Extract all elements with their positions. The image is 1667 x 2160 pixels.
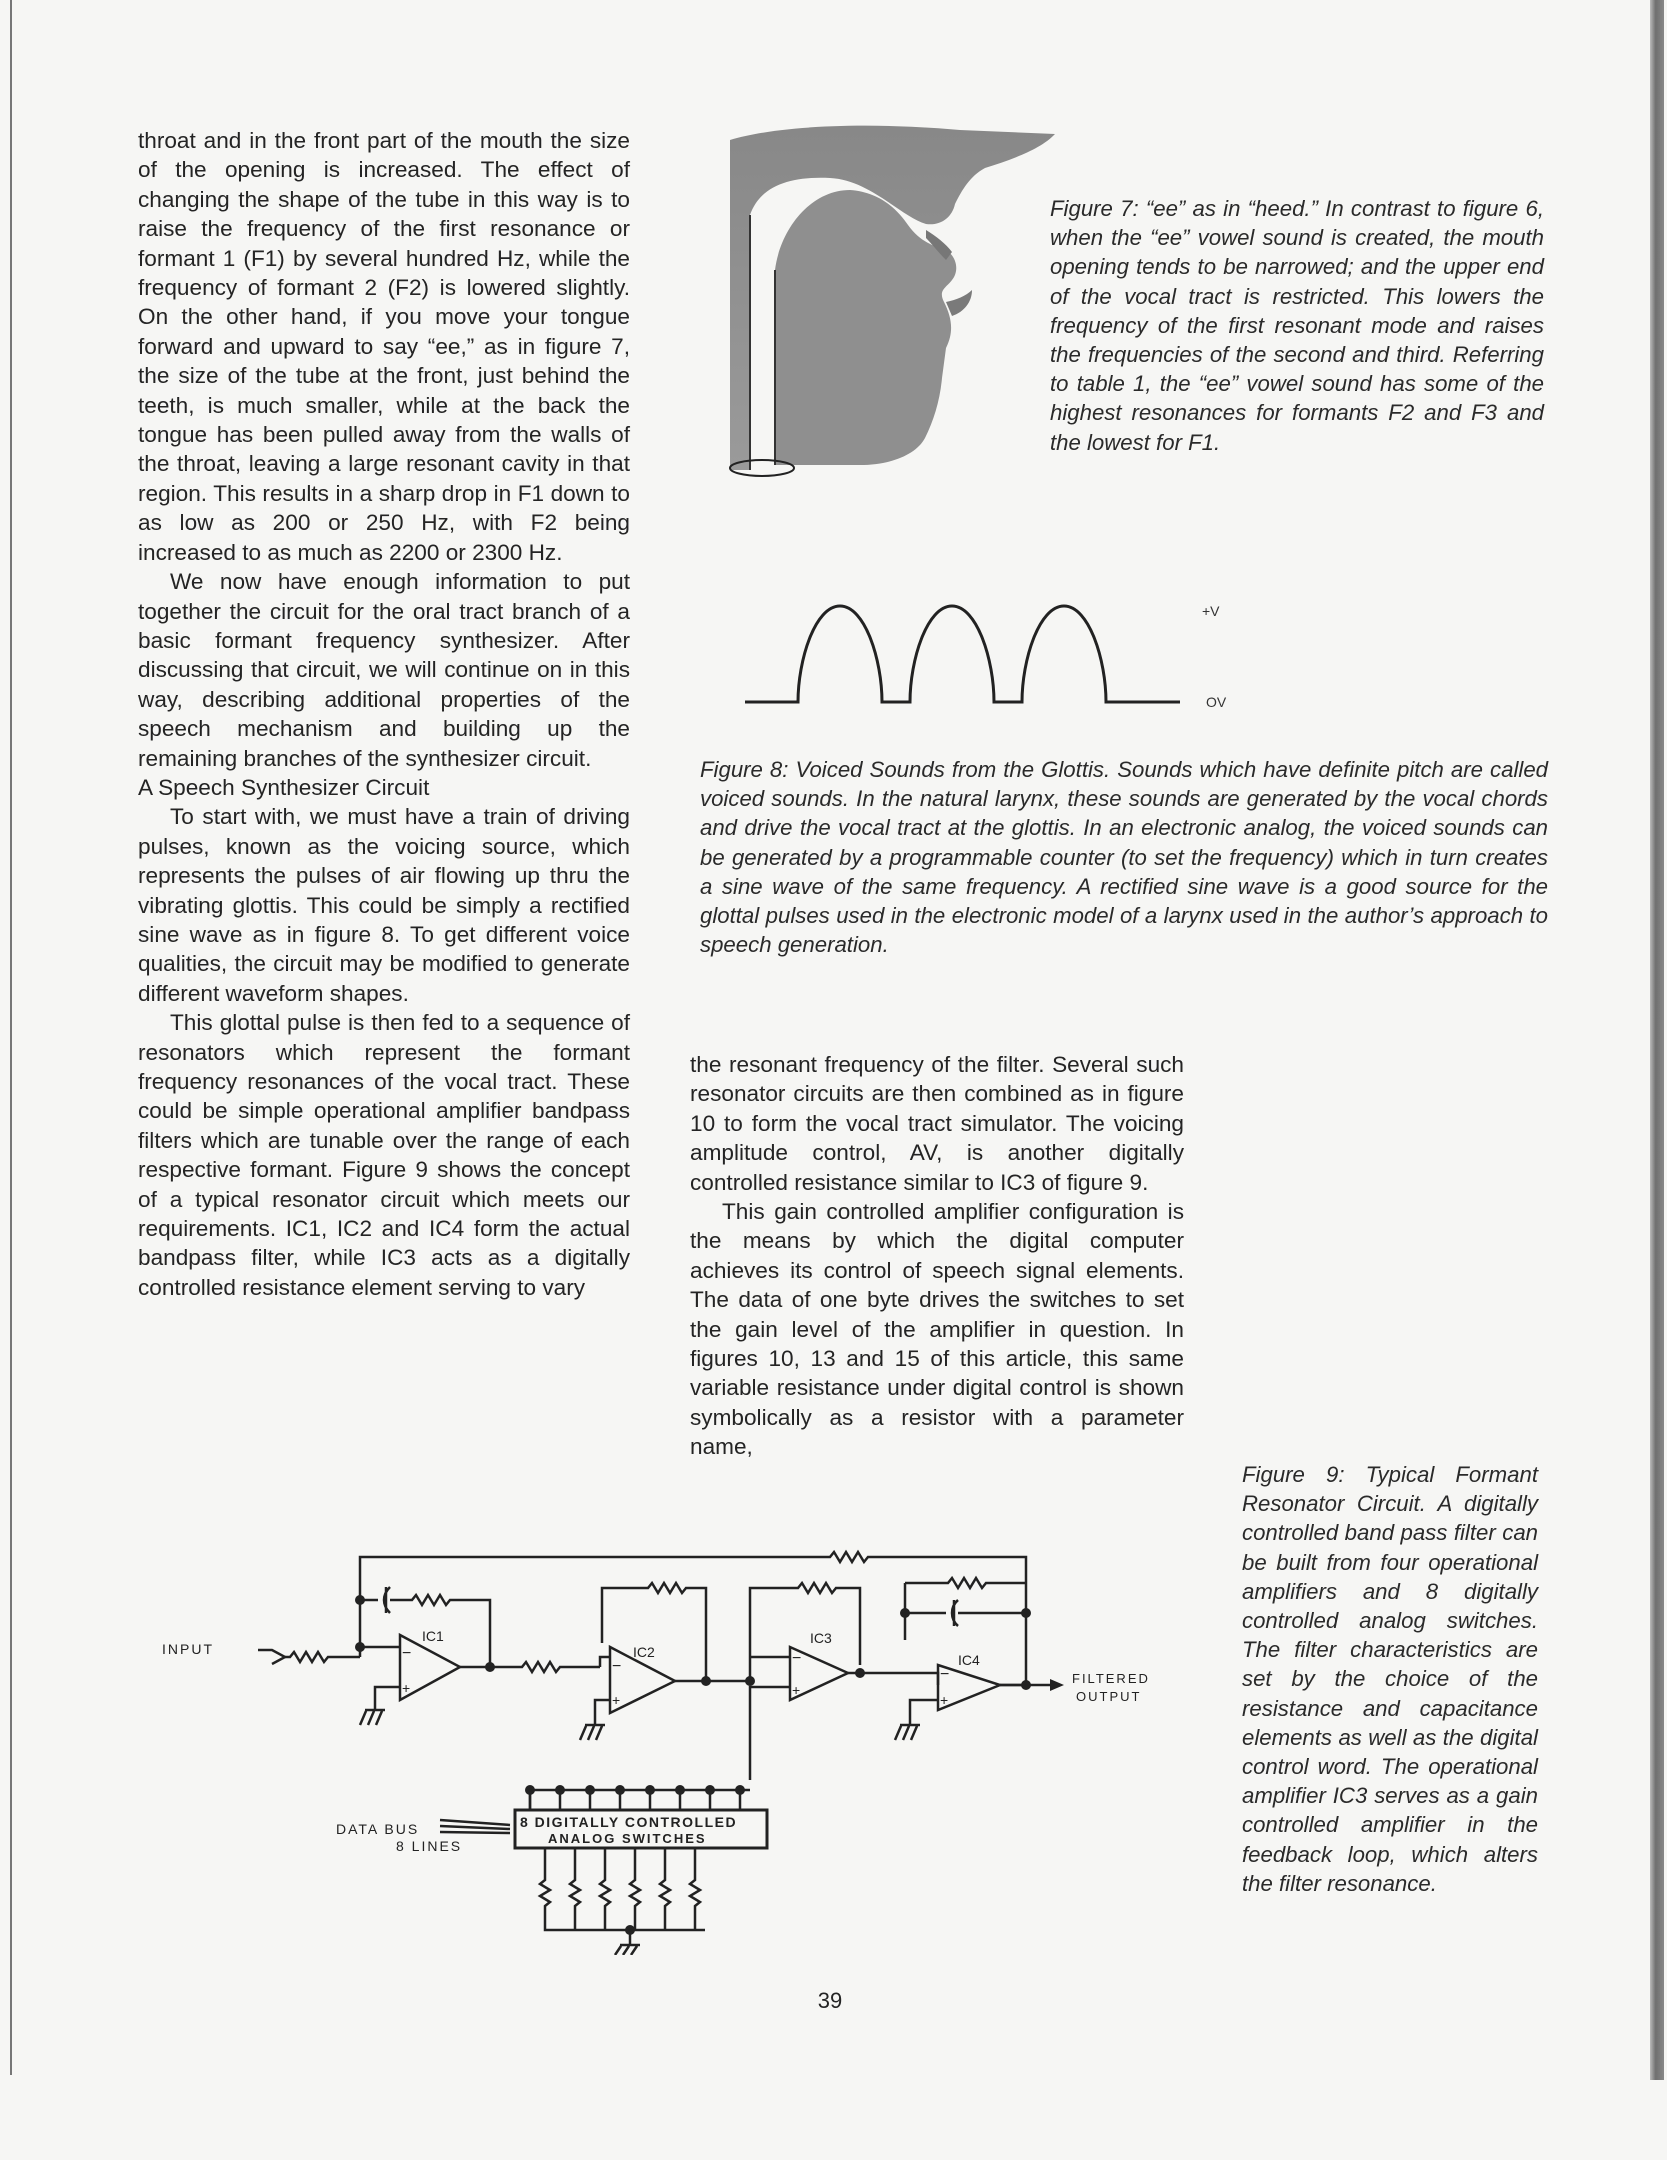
left-paragraph-1: throat and in the front part of the mouth the size of the opening is increased. The effect of changing the shape of the tube in this way is to raise the frequency of the first resonance or formant 1 (F1) by several hundred Hz, while the frequency of formant 2 (F2) is lowered slightly. On the other hand, if you move your tongue forward and upward to say “ee,” as in figure 7, the size of the tube at the front, just behind the teeth, is much smaller, while at the back the tongue has been pulled away from the walls of the throat, leaving a large resonant cavity in that region. This results in a sharp drop in F1 down to as low as 200 or 250 Hz, with F2 being increased to as much as 2200 or 2300 Hz. xyxy=(138,128,630,565)
figure8-zero-v-label: OV xyxy=(1206,694,1227,710)
figure9-ic3-label: IC3 xyxy=(810,1630,832,1646)
left-text-column xyxy=(138,126,630,1302)
left-paragraph-4: This glottal pulse is then fed to a sequence of resonators which represent the formant frequency resonances of the vocal tract. These could be simple operational amplifier bandpass filters which are tunable over the range of each respective formant. Figure 9 shows the concept of a typical resonator circuit which meets our requirements. IC1, IC2 and IC4 form the actual bandpass filter, while IC3 acts as a digitally controlled resistance element serving to vary xyxy=(138,1010,630,1300)
middle-paragraph-2: This gain controlled amplifier configuration is the means by which the digital computer achieves its control of speech signal elements. The data of one byte drives the switches to set the gain level of the amplifier in question. In figures 10, 13 and 15 of this article, this same variable resistance under digital control is shown symbolically as a resistor with a parameter name, xyxy=(690,1199,1184,1460)
figure7-caption: Figure 7: “ee” as in “heed.” In contrast to figure 6, when the “ee” vowel sound is created, the mouth opening tends to be narrowed; and the upper end of the vocal tract is restricted. This lowers the frequency of the first resonant mode and raises the frequencies of the second and third. Referring to table 1, the “ee” vowel sound has some of the highest resonances for formants F2 and F3 and the lowest for F1. xyxy=(1050,196,1544,455)
figure9-lines-label: 8 LINES xyxy=(396,1838,463,1854)
svg-text:−: − xyxy=(402,1645,412,1662)
svg-text:−: − xyxy=(940,1666,950,1683)
left-paragraph-3: To start with, we must have a train of driving pulses, known as the voicing source, which represents the pulses of air flowing up thru the vibrating glottis. This could be simply a rectified sine wave as in figure 8. To get different voice qualities, the circuit may be modified to generate different waveform shapes. xyxy=(138,804,630,1006)
figure9-resonator-circuit xyxy=(150,1535,1190,1955)
figure8-plus-v-label: +V xyxy=(1202,603,1220,619)
figure8-rectified-sine-waveform xyxy=(740,590,1240,730)
figure8-caption: Figure 8: Voiced Sounds from the Glottis. Sounds which have definite pitch are called voiced sounds. In the natural larynx, these sounds are generated by the vocal chords and drive the vocal tract at the glottis. In an electronic analog, the voiced sounds can be generated by a programmable counter (to set the frequency) which in turn creates a sine wave of the same frequency. A rectified sine wave is a good source for the glottal pulses used in the electronic model of a larynx used in the author’s approach to speech generation. xyxy=(700,757,1548,958)
left-paragraph-2: We now have enough information to put together the circuit for the oral tract branch of a basic formant frequency synthesizer. After discussing that circuit, we will continue on in this way, describing additional properties of the speech mechanism and building up the remaining branches of the synthesizer circuit. xyxy=(138,569,630,771)
figure9-data-bus-label: DATA BUS xyxy=(336,1821,420,1837)
svg-text:+: + xyxy=(792,1682,801,1698)
figure9-switch-label-line2: ANALOG SWITCHES xyxy=(548,1831,707,1846)
middle-text-column xyxy=(690,1050,1184,1462)
svg-text:−: − xyxy=(792,1650,802,1667)
svg-text:+: + xyxy=(612,1692,621,1708)
figure9-output-label-line1: FILTERED xyxy=(1072,1671,1150,1686)
middle-paragraph-1: the resonant frequency of the filter. Several such resonator circuits are then combined as in figure 10 to form the vocal tract simulator. The voicing amplitude control, AV, is another digitally controlled resistance similar to IC3 of figure 9. xyxy=(690,1052,1184,1195)
figure9-input-label: INPUT xyxy=(162,1641,214,1657)
figure9-ic2-label: IC2 xyxy=(633,1644,655,1660)
figure9-caption: Figure 9: Typical Formant Resonator Circuit. A digitally controlled band pass filter can be built from four operational amplifiers and 8 digitally controlled analog switches. The filter characteristics are set by the choice of the resistance and capacitance elements as well as the digital control word. The operational amplifier IC3 serves as a gain controlled amplifier in the feedback loop, which alters the filter resonance. xyxy=(1242,1462,1538,1896)
svg-text:+: + xyxy=(940,1692,949,1708)
svg-text:+: + xyxy=(402,1680,411,1696)
page-number: 39 xyxy=(817,1988,843,2013)
page-edge-left xyxy=(10,0,12,2075)
section-heading: A Speech Synthesizer Circuit xyxy=(138,774,430,800)
figure9-ic1-label: IC1 xyxy=(422,1628,444,1644)
svg-text:−: − xyxy=(612,1658,622,1675)
figure9-ic4-label: IC4 xyxy=(958,1652,980,1668)
figure7-vocal-tract-illustration xyxy=(720,120,1070,485)
figure9-output-label-line2: OUTPUT xyxy=(1076,1689,1142,1704)
figure9-switch-label-line1: 8 DIGITALLY CONTROLLED xyxy=(520,1814,738,1830)
page-binding-right xyxy=(1650,0,1664,2080)
